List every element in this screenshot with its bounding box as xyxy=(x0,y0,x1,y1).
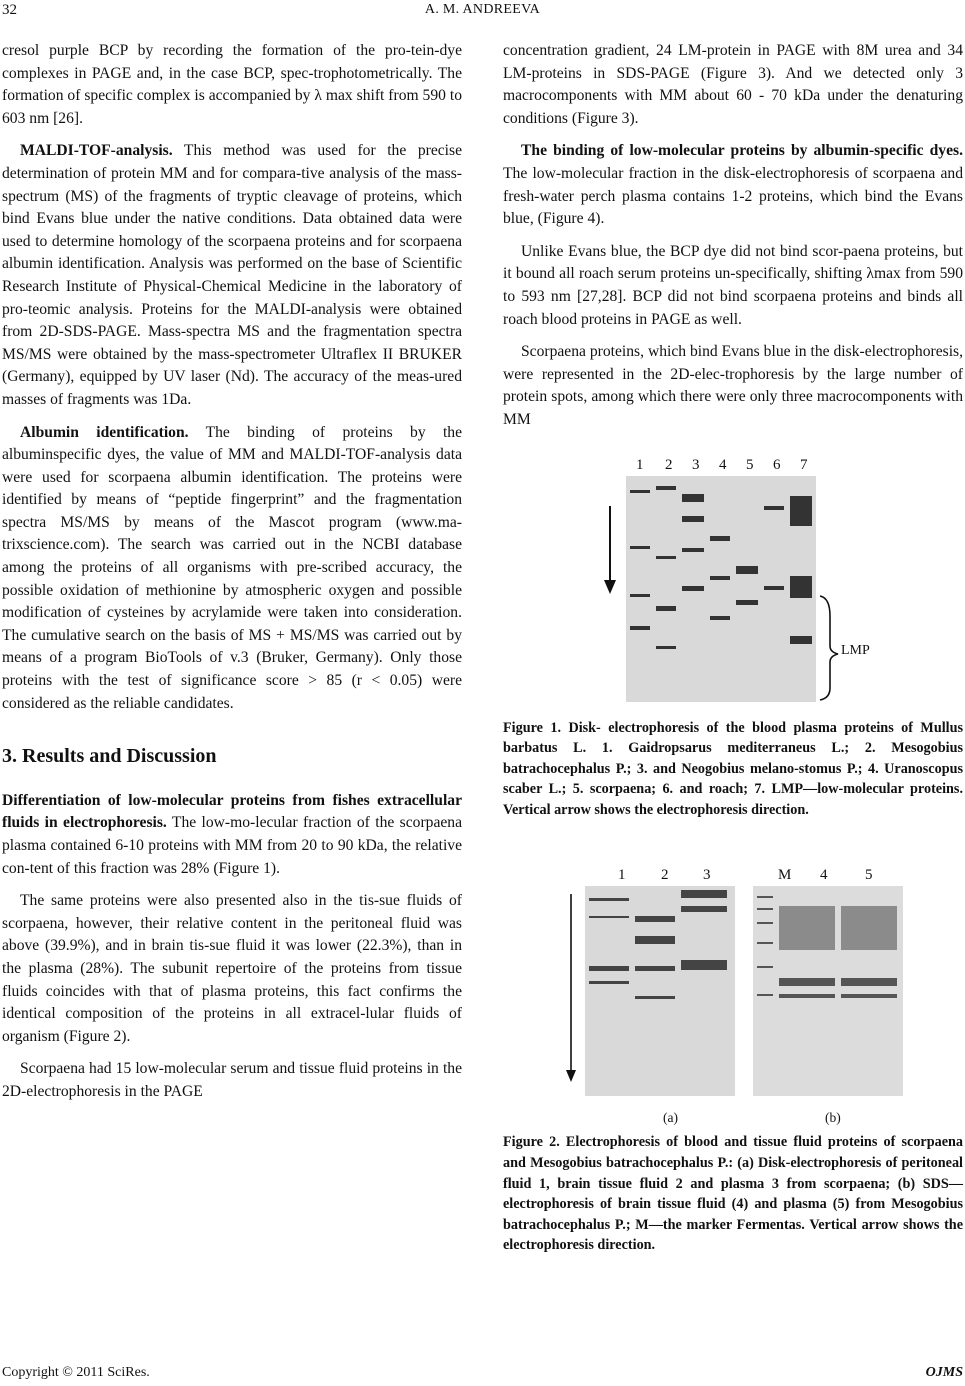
paragraph xyxy=(503,140,963,230)
paragraph: cresol purple BCP by recording the formation of the pro-tein-dye complexes in PAGE and, in the case BCP, spec-trophotometrically. The formation of specific complex is accompanied by λ max shift from 590 to 603 nm [26]. xyxy=(2,42,462,127)
figure-2-caption: Figure 2. Electrophoresis of blood and tissue fluid proteins of scorpaena and Mesogobius batrachocephalus P.: (a) Disk-electrophoresis of peritoneal fluid 1, brain tissue fluid 2 and plasma 3 from scorpaena; (b) SDS—electrophoresis of brain tissue fluid (4) and plasma (5) from Mesogobius batrachocephalus P.; M—the marker Fermentas. Vertical arrow shows the electrophoresis direction. xyxy=(503,1134,963,1254)
paragraph: Unlike Evans blue, the BCP dye did not bind scor-paena proteins, but it bound all roach serum proteins un-specifically, shifting λmax from 590 to 593 nm [27,28]. BCP did not bind scorpaena proteins and binds all roach blood proteins in PAGE as well. xyxy=(503,242,963,328)
panel-b-label: (b) xyxy=(825,1110,841,1126)
lane-label: 3 xyxy=(703,867,711,884)
lmp-label: LMP xyxy=(841,642,870,658)
gel-image-figure-1 xyxy=(598,476,868,702)
paragraph-lead: The binding of low-molecular proteins by albumin-specific dyes. xyxy=(521,142,963,160)
lane-label: 7 xyxy=(800,456,808,473)
right-column xyxy=(503,40,963,1256)
left-column xyxy=(2,40,462,1114)
lane-label: M xyxy=(778,867,792,884)
paragraph: concentration gradient, 24 LM-protein in PAGE with 8M urea and 34 LM-proteins in SDS-PAGE (Figure 3). And we detected only 3 macrocomponents with MM about 60 - 70 kDa under the denaturing conditions (Figure 3). xyxy=(503,42,963,127)
paragraph-body: The binding of proteins by the albuminspecific dyes, the value of MM and MALDI-TOF-analysis data were used for scorpaena albumin identification. The proteins were identified by means of “peptide fingerprint” and the fragmentation spectra MS/MS by means of the Mascot program (www.ma-trixscience.com). The search was carried out in the NCBI database among the proteins of all organisms with pre-scribed accuracy, the possible oxidation of methionine by atmospheric oxygen and possible modification of cysteines by acrylamide were taken into consideration. The cumulative search on the basis of MS + MS/MS was carried out by means of a program BioTools of v.3 (Bruker, Germany). Only those proteins with the test of significance score > 85 (r < 0.05) were considered as the reliable candidates. xyxy=(2,423,463,712)
paragraph-lead: MALDI-TOF-analysis. xyxy=(20,142,173,160)
running-title: A. M. ANDREEVA xyxy=(424,2,541,17)
paragraph: The same proteins were also presented also in the tis-sue fluids of scorpaena, however, their relative content in the peritoneal fluid was above (39.9%), and in brain tis-sue fluid it was lower (22.3%), than in the plasma (28%). The subunit repertoire of the proteins from tissue fluids coincides with that of plasma proteins, this fact confirms the identical composition of the proteins in all extracel-lular fluids of organism (Figure 2). xyxy=(2,892,462,1045)
copyright: Copyright © 2011 SciRes. xyxy=(2,1365,150,1380)
lane-label: 1 xyxy=(618,867,626,884)
paragraph-lead: Albumin identification. xyxy=(20,423,189,441)
paragraph xyxy=(2,140,462,411)
paragraph: Scorpaena had 15 low-molecular serum and tissue fluid proteins in the 2D-electrophoresis in the PAGE xyxy=(2,1060,462,1100)
lane-label: 5 xyxy=(746,456,754,473)
lane-label: 2 xyxy=(661,867,669,884)
figure-2 xyxy=(503,864,963,1126)
page-header xyxy=(0,0,965,28)
paragraph-body: This method was used for the precise determination of protein MM and for compara-tive analysis of the mass-spectrum (MS) of the fragments of tryptic cleavage of proteins, which bind Evans blue under the native conditions. Data obtained data were used to determine homology of the scorpaena proteins and for scorpaena albumin identification. Analysis was performed on the base of Scientific Research Institute of Physical-Chemical Medicine in the laboratory of pro-teomic analysis. Proteins for the MALDI-analysis were obtained from 2D-SDS-PAGE. Mass-spectra MS and the fragmentation spectra MS/MS were obtained by the mass-spectrometer Ultraflex II BRUKER (Germany), equipped by UV laser (Nd). The accuracy of the meas-ured masses of fragments was 1Da. xyxy=(2,142,462,408)
page-number: 32 xyxy=(2,2,17,18)
paragraph: Scorpaena proteins, which bind Evans blue in the disk-electrophoresis, were represented in the 2D-elec-trophoresis by the large number of protein spots, among which there were only three macrocomponents with MM xyxy=(503,343,963,428)
lane-label: 2 xyxy=(665,456,673,473)
paragraph-lead: Differentiation of low-molecular proteins from fishes extracellular fluids in electrophoresis. xyxy=(2,791,462,832)
paragraph xyxy=(2,422,462,716)
lane-label: 3 xyxy=(692,456,700,473)
panel-a-label: (a) xyxy=(663,1110,678,1126)
paragraph-body: The low-molecular fraction in the disk-electrophoresis of scorpaena and fresh-water perch plasma contains 1-2 proteins, which bind the Evans blue, (Figure 4). xyxy=(503,164,963,228)
lane-label: 5 xyxy=(865,867,873,884)
figure-1-caption: Figure 1. Disk- electrophoresis of the blood plasma proteins of Mullus barbatus L. 1. Gaidropsarus mediterraneus L.; 2. Mesogobius batrachocephalus P.; 3. and Neogobius melano-stomus P.; 4. Uranoscopus scaber L.; 5. scorpaena; 6. and roach; 7. LMP—low-molecular proteins. Vertical arrow shows the electrophoresis direction. xyxy=(503,719,963,818)
lane-label: 1 xyxy=(636,456,644,473)
figure-1 xyxy=(503,454,963,712)
section-heading: 3. Results and Discussion xyxy=(2,745,217,768)
lane-label: 4 xyxy=(719,456,727,473)
paragraph xyxy=(2,790,462,880)
lane-label: 6 xyxy=(773,456,781,473)
journal-name: OJMS xyxy=(925,1365,963,1380)
paragraph-body: The low-mo-lecular fraction of the scorpaena plasma contained 6-10 proteins with MM from 20 to 90 kDa, the relative con-tent of this fraction was 28% (Figure 1). xyxy=(2,814,463,877)
gel-image-figure-2 xyxy=(565,886,905,1096)
lane-label: 4 xyxy=(820,867,828,884)
